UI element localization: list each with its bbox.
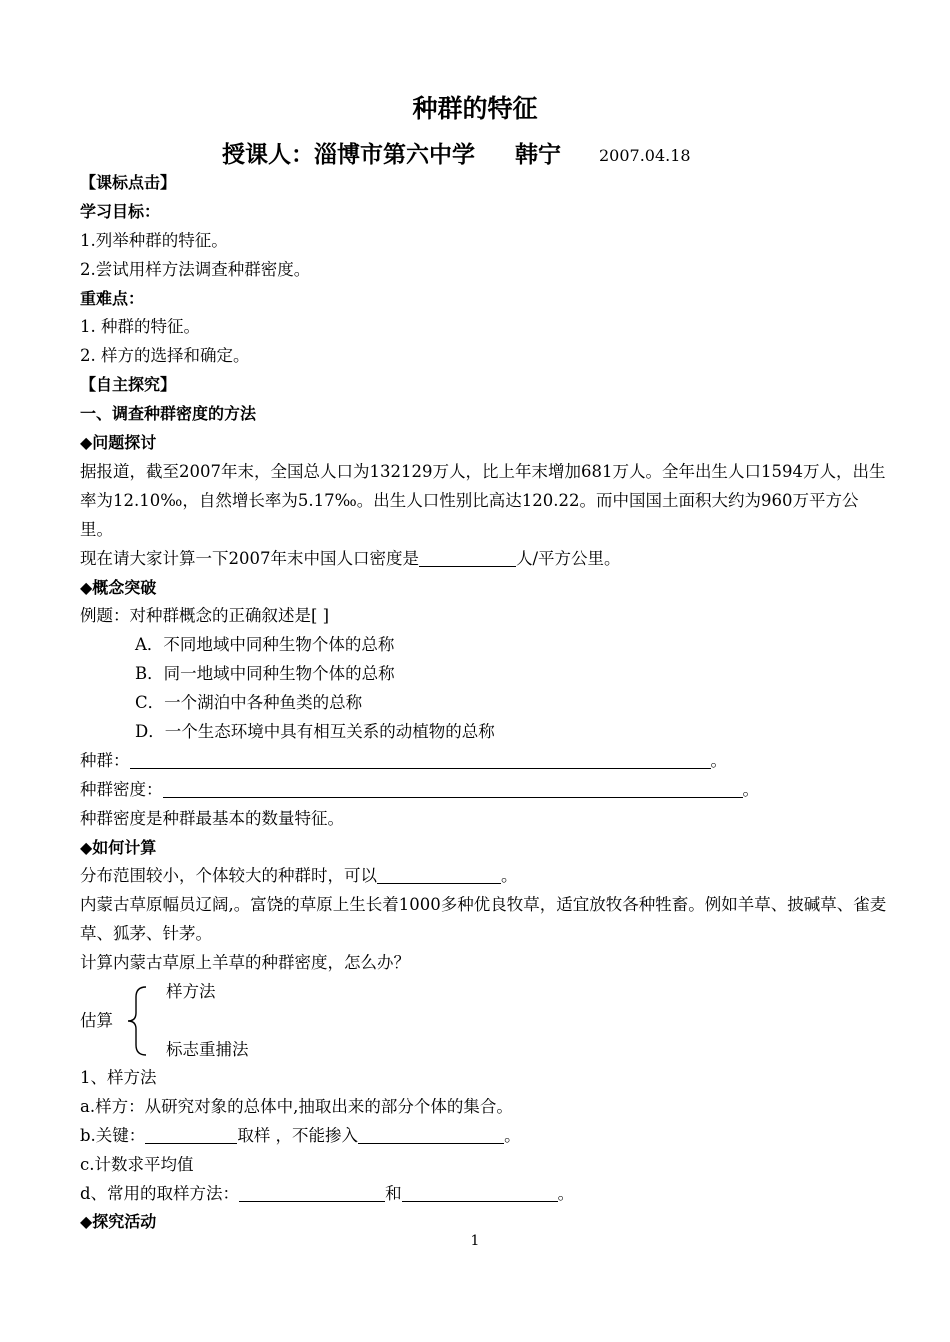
calculation-line	[80, 862, 890, 891]
subtitle-teacher: 授课人：淄博市第六中学	[222, 142, 475, 168]
density-end: 。	[742, 779, 759, 799]
page-title: 种群的特征	[412, 94, 538, 123]
answer-blank-sampling-2[interactable]	[402, 1183, 558, 1202]
quadrat-item-a: a.样方：从研究对象的总体中,抽取出来的部分个体的集合。	[80, 1096, 513, 1116]
estimate-option-quadrat: 样方法	[166, 982, 216, 1002]
answer-blank-method[interactable]	[377, 865, 501, 884]
calculation-text: 分布范围较小，个体较大的种群时，可以	[80, 866, 377, 886]
keypoints-heading: 重难点：	[80, 288, 145, 308]
keypoint-item-1: 1. 种群的特征。	[80, 317, 200, 337]
example-question: 例题：对种群概念的正确叙述是[ ]	[80, 606, 330, 626]
quadrat-item-c: c.计数求平均值	[80, 1154, 194, 1174]
left-brace-icon	[124, 984, 154, 1058]
page-subtitle	[222, 138, 691, 172]
quadrat-item-b	[80, 1122, 890, 1151]
goals-heading: 学习目标：	[80, 201, 161, 221]
problem-question-text: 现在请大家计算一下2007年末中国人口密度是	[80, 548, 419, 568]
quadrat-d-end: 。	[557, 1183, 575, 1203]
section-heading-explore: 【自主探究】	[80, 375, 177, 395]
answer-blank-sampling-1[interactable]	[239, 1183, 385, 1202]
quadrat-d-label: d、常用的取样方法：	[80, 1183, 240, 1203]
density-note: 种群密度是种群最基本的数量特征。	[80, 808, 344, 828]
density-label: 种群密度：	[80, 779, 163, 799]
population-end: 。	[710, 750, 727, 770]
subheading-problem: ◆问题探讨	[80, 433, 157, 453]
calculation-end: 。	[501, 866, 518, 886]
estimate-methods	[80, 978, 890, 1064]
page-number: 1	[470, 1233, 480, 1249]
document-body	[80, 169, 890, 1237]
subheading-concept: ◆概念突破	[80, 577, 157, 597]
subtitle-name: 韩宁	[515, 142, 561, 168]
estimate-option-mark-recapture: 标志重捕法	[166, 1040, 249, 1060]
option-d: D．一个生态环境中具有相互关系的动植物的总称	[135, 721, 495, 741]
grassland-paragraph: 内蒙古草原幅员辽阔,。富饶的草原上生长着1000多种优良牧草，适宜放牧各种牲畜。例如羊草、披碱草、雀麦草、狐茅、针茅。	[80, 895, 887, 944]
quadrat-b-end: 。	[504, 1125, 521, 1145]
grassland-question: 计算内蒙古草原上羊草的种群密度，怎么办？	[80, 953, 410, 973]
quadrat-b-label: b.关键：	[80, 1125, 146, 1145]
option-b: B．同一地域中同种生物个体的总称	[135, 664, 395, 684]
estimate-label: 估算	[80, 1011, 113, 1031]
quadrat-item-d	[80, 1180, 890, 1209]
answer-blank-density[interactable]	[419, 548, 516, 567]
problem-question	[80, 545, 890, 574]
subheading-activity: ◆探究活动	[80, 1212, 157, 1232]
keypoint-item-2: 2. 样方的选择和确定。	[80, 346, 250, 366]
problem-question-unit: 人/平方公里。	[516, 548, 621, 568]
answer-blank-density-def[interactable]	[163, 779, 743, 798]
option-c: C．一个湖泊中各种鱼类的总称	[135, 693, 363, 713]
goal-item-2: 2.尝试用样方法调查种群密度。	[80, 259, 311, 279]
problem-paragraph: 据报道，截至2007年末，全国总人口为132129万人，比上年末增加681万人。全年出生人口1594万人，出生率为12.10‰，自然增长率为5.17‰。出生人口性别比高达120.22。而中国国土面积大约为960万平方公里。	[80, 461, 886, 539]
quadrat-heading: 1、样方法	[80, 1068, 157, 1088]
population-definition	[80, 747, 890, 776]
subtitle-date: 2007.04.18	[599, 146, 691, 165]
density-definition	[80, 776, 890, 805]
answer-blank-exclude[interactable]	[358, 1125, 504, 1144]
option-a: A．不同地域中同种生物个体的总称	[135, 635, 395, 655]
population-label: 种群：	[80, 750, 130, 770]
answer-blank-population[interactable]	[130, 750, 711, 769]
quadrat-d-and: 和	[385, 1183, 402, 1203]
goal-item-1: 1.列举种群的特征。	[80, 230, 228, 250]
quadrat-b-middle: 取样 ，不能掺入	[237, 1125, 359, 1145]
answer-blank-key[interactable]	[145, 1125, 237, 1144]
section-heading-curriculum: 【课标点击】	[80, 173, 177, 192]
part-heading-density-methods: 一、调查种群密度的方法	[80, 404, 257, 424]
subheading-calculation: ◆如何计算	[80, 837, 157, 857]
